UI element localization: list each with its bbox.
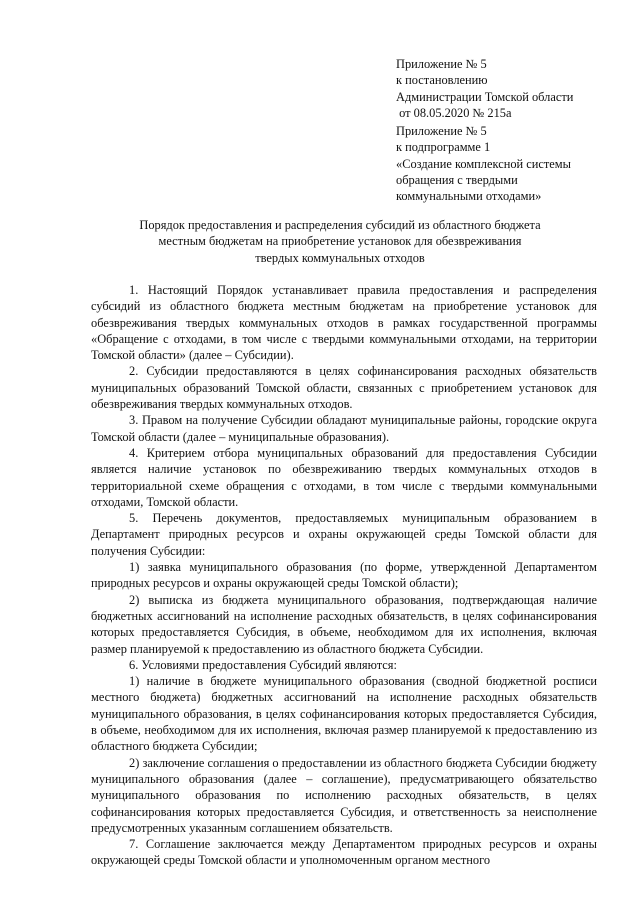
title-line: Порядок предоставления и распределения субсидий из областного бюджета <box>139 218 541 232</box>
appendix-line: к постановлению <box>396 73 488 88</box>
appendix-line: «Создание комплексной системы <box>396 156 571 171</box>
paragraph-4: 4. Критерием отбора муниципальных образований для предоставления Субсидии является наличие установок по обезвреживанию твердых коммунальных отходов в территориальной схеме обращения с отходами, в том числе с твердыми коммунальными отходами, Томской области. <box>91 445 597 509</box>
paragraph-2: 2. Субсидии предоставляются в целях софинансирования расходных обязательств муниципальных образований Томской области, связанных с приобретением установок для обезвреживания твердых коммунальных отходов. <box>91 364 597 412</box>
appendix-line: от 08.05.2020 № 215а <box>396 105 512 120</box>
paragraph-6-item-2: 2) заключение соглашения о предоставлении из областного бюджета Субсидии бюджету муниципального образования (далее – соглашение), предусматривающего обязательство муниципального образования по исполнению расходных обязательств, в целях софинансирования которых предоставляется Субсидия, и ответственность за неисполнение предусмотренных указанным соглашением обязательств. <box>91 755 597 835</box>
document-title <box>80 217 600 266</box>
appendix-line: коммунальными отходами» <box>396 189 542 204</box>
paragraph-7: 7. Соглашение заключается между Департаментом природных ресурсов и охраны окружающей среды Томской области и уполномоченным органом местного <box>91 837 597 868</box>
appendix-line: обращения с твердыми <box>396 172 518 187</box>
document-body <box>91 282 597 869</box>
title-line: местным бюджетам на приобретение установок для обезвреживания <box>158 234 522 249</box>
paragraph-6: 6. Условиями предоставления Субсидий являются: <box>129 657 397 672</box>
appendix-line: Приложение № 5 <box>396 124 487 138</box>
paragraph-5-item-1: 1) заявка муниципального образования (по форме, утвержденной Департаментом природных ресурсов и охраны окружающей среды Томской области); <box>91 560 597 591</box>
paragraph-5-item-2: 2) выписка из бюджета муниципального образования, подтверждающая наличие бюджетных ассигнований на исполнение расходных обязательств, в целях софинансирования которых предоставляется Субсидия, в объеме, необходимом для их исполнения, включая размер планируемой к предоставлению из областного бюджета Субсидии. <box>91 592 597 656</box>
paragraph-5: 5. Перечень документов, предоставляемых муниципальным образованием в Департамент природных ресурсов и охраны окружающей среды Томской области для получения Субсидии: <box>91 511 597 558</box>
title-line: твердых коммунальных отходов <box>255 250 425 265</box>
appendix-line: Приложение № 5 <box>396 57 487 71</box>
paragraph-6-item-1: 1) наличие в бюджете муниципального образования (сводной бюджетной росписи местного бюджета) бюджетных ассигнований на исполнение расходных обязательств муниципального образования, в целях софинансирования которых предоставляется Субсидия, в объеме, необходимом для их исполнения, включая размер планируемой к предоставлению из областного бюджета Субсидии; <box>91 674 597 754</box>
appendix-subprogram-header <box>396 123 626 204</box>
appendix-line: к подпрограмме 1 <box>396 140 491 155</box>
paragraph-1: 1. Настоящий Порядок устанавливает правила предоставления и распределения субсидий из областного бюджета местным бюджетам на приобретение установок для обезвреживания твердых коммунальных отходов в рамках государственной программы «Обращение с отходами, в том числе с твердыми коммунальными отходами, на территории Томской области» (далее – Субсидии). <box>91 283 597 363</box>
paragraph-3: 3. Правом на получение Субсидии обладают муниципальные районы, городские округа Томской области (далее – муниципальные образования). <box>91 413 597 444</box>
appendix-line: Администрации Томской области <box>396 89 574 104</box>
appendix-resolution-header <box>396 56 626 121</box>
